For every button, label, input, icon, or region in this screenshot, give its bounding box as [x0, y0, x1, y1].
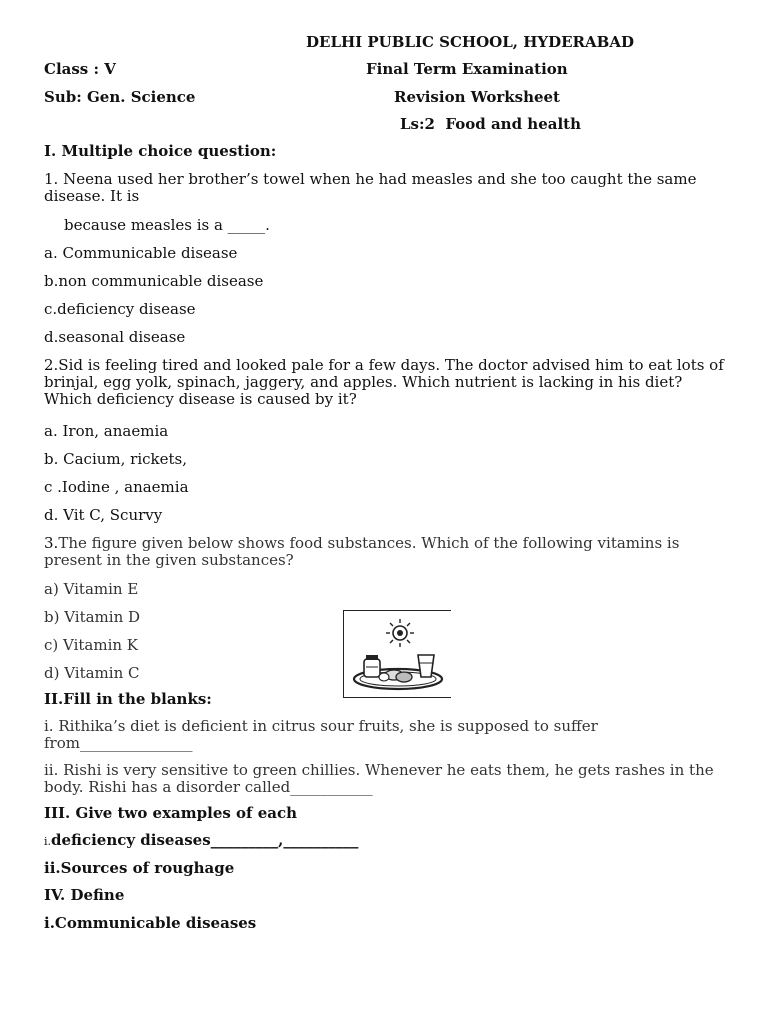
question-3-number: 3.: [44, 534, 59, 552]
exam-title: Final Term Examination: [366, 60, 568, 78]
q1-option-c: c.deficiency disease: [44, 300, 196, 318]
section2-title: II.Fill in the blanks:: [44, 690, 212, 708]
q1-option-a: a. Communicable disease: [44, 244, 238, 262]
class-label: Class : V: [44, 60, 116, 78]
question-2: 2.Sid is feeling tired and looked pale for a few days. The doctor advised him to eat lots of brinjal, egg yolk, spinach, jaggery, and apples. Which nutrient is lacking in his diet? Which deficiency disease is caused by it?: [44, 356, 724, 408]
section4-title: IV. Define: [44, 886, 125, 904]
subject-label: Sub: Gen. Science: [44, 88, 196, 106]
q1-option-d: d.seasonal disease: [44, 328, 186, 346]
sun-icon: [386, 619, 414, 647]
question-3: [44, 535, 734, 569]
lesson-title: Ls:2 Food and health: [400, 115, 581, 133]
worksheet-title: Revision Worksheet: [394, 88, 560, 106]
q2-option-a: a. Iron, anaemia: [44, 422, 169, 440]
q3-option-d: d) Vitamin C: [44, 664, 140, 682]
q3-option-b: b) Vitamin D: [44, 608, 141, 626]
section3-item-2: ii.Sources of roughage: [44, 859, 235, 877]
food-figure: [343, 610, 451, 698]
q2-option-b: b. Cacium, rickets,: [44, 450, 188, 468]
section4-item-1: i.Communicable diseases: [44, 914, 257, 932]
food-items-icon: [379, 670, 412, 682]
q2-option-d: d. Vit C, Scurvy: [44, 506, 163, 524]
q2-option-c: c .Iodine , anaemia: [44, 478, 189, 496]
q1-option-b: b.non communicable disease: [44, 272, 264, 290]
fill-blank-2: ii. Rishi is very sensitive to green chillies. Whenever he eats them, he gets rashes in the body. Rishi has a disorder called___________: [44, 761, 714, 796]
jar-icon: [364, 655, 380, 677]
section3-item-1-prefix: i.: [44, 835, 52, 848]
fill-blank-1: i. Rithika’s diet is deficient in citrus sour fruits, she is supposed to suffer from_______________: [44, 717, 598, 752]
q3-option-a: a) Vitamin E: [44, 580, 139, 598]
question-3-text: The figure given below shows food substances. Which of the following vitamins is present in the given substances?: [44, 534, 680, 569]
section1-title: I. Multiple choice question:: [44, 142, 277, 160]
food-plate-image: [344, 611, 452, 699]
section3-title: III. Give two examples of each: [44, 804, 298, 822]
section3-item-1-text: deficiency diseases_________,__________: [51, 831, 359, 849]
glass-icon: [418, 655, 434, 677]
q3-option-c: c) Vitamin K: [44, 636, 139, 654]
question-1: 1. Neena used her brother’s towel when he had measles and she too caught the same disease. It is: [44, 170, 697, 205]
section3-item-1: [44, 832, 358, 850]
school-name: DELHI PUBLIC SCHOOL, HYDERABAD: [306, 33, 634, 51]
question-1-cont: because measles is a _____.: [64, 216, 270, 234]
